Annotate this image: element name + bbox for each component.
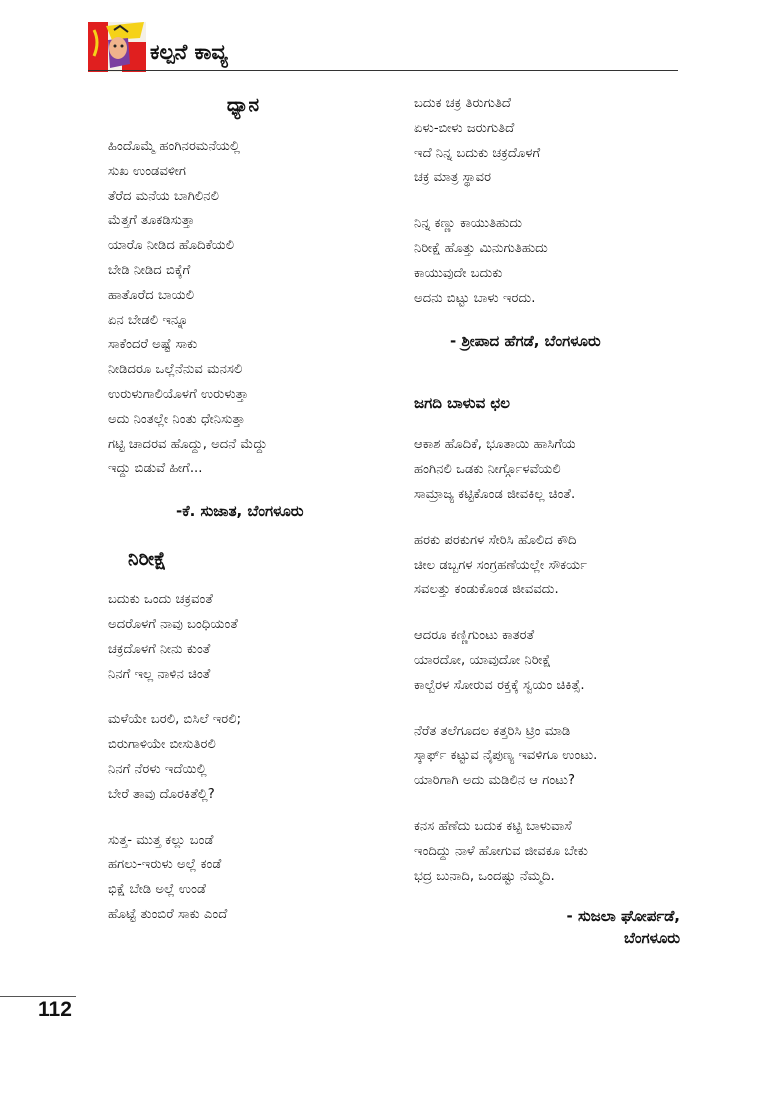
poem-line: ಸಾಕೆಂದರೆ ಅಷ್ಟೆ ಸಾಕು [108, 337, 198, 353]
poem-line: ನಿನಗೆ ನೆರಳು ಇದೆಯಿಲ್ಲಿ [108, 761, 207, 777]
poem-line: ಅದರೊಳಗೆ ನಾವು ಬಂಧಿಯಂತೆ [108, 616, 238, 632]
stanza-gap [414, 508, 694, 529]
poem-line: ಹಾತೊರೆದ ಬಾಯಲಿ [108, 287, 195, 303]
poem-title-jagadi: ಜಗದಿ ಬಾಳುವ ಛಲ [414, 394, 510, 413]
magazine-logo-icon [88, 22, 146, 72]
section-title: ಕಲ್ಪನೆ ಕಾವ್ಯ [150, 40, 228, 64]
poem-line: ಗಟ್ಟಿ ಚಾದರವ ಹೊದ್ದು, ಅದನೆ ಮೆದ್ದು [108, 436, 268, 452]
poem-line: ಆಕಾಶ ಹೊದಿಕೆ, ಭೂತಾಯಿ ಹಾಸಿಗೆಯ [414, 437, 576, 453]
poem-line: ಬೇಡಿ ನೀಡಿದ ಬಿಕ್ಕೆಗೆ [108, 262, 191, 278]
poem-line: ನಿನ್ನ ಕಣ್ಣು ಕಾಯುತಿಹುದು [414, 216, 523, 232]
poem-jagadi-stanza-4 [414, 720, 694, 794]
poem-line: ಬದುಕ ಚಕ್ರ ತಿರುಗುತಿದೆ [414, 96, 511, 111]
poem-line: ಇದೆ ನಿನ್ನ ಬದುಕು ಚಕ್ರದೊಳಗೆ [414, 145, 541, 161]
poem-line: ಹರಕು ಪರಕುಗಳ ಸೇರಿಸಿ ಹೊಲಿದ ಕೌದಿ [414, 532, 577, 548]
poem-nireekshe-stanza-5 [414, 212, 694, 311]
header-divider [88, 70, 678, 71]
poem-line: ನೆರೆತ ತಲೆಗೂದಲ ಕತ್ತರಿಸಿ ಟ್ರಿಂ ಮಾಡಿ [414, 723, 571, 739]
poem-line: ಸ್ಕಾರ್ಫ್ ಕಟ್ಟುವ ನೈಪುಣ್ಯ ಇವಳಿಗೂ ಉಂಟು. [414, 748, 598, 764]
poem-nireekshe-stanza-4 [414, 92, 694, 191]
poem-line: ಹಂಗಿನಲಿ ಒಡಕು ನೀರ್ಗ್ಗೊಳವೆಯಲಿ [414, 462, 561, 478]
poem-line: ನಿರೀಕ್ಷೆ ಹೊತ್ತು ಮಿನುಗುತಿಹುದು [414, 240, 548, 256]
poem-line: ಉರುಳುಗಾಲಿಯೊಳಗೆ ಉರುಳುತ್ತಾ [108, 386, 249, 402]
poem-author-dhyana: -ಕೆ. ಸುಜಾತ, ಬೆಂಗಳೂರು [176, 502, 304, 521]
poem-line: ಮೆತ್ತಗೆ ತೂಕಡಿಸುತ್ತಾ [108, 213, 195, 229]
poem-line: ಚಕ್ರ ಮಾತ್ರ ಸ್ಥಾವರ [414, 170, 492, 186]
poem-jagadi-stanza-2 [414, 529, 694, 603]
poem-line: ನಿನಗೆ ಇಲ್ಲ ನಾಳಿನ ಚಿಂತೆ [108, 666, 211, 682]
poem-line: ಹಗಲು-ಇರುಳು ಅಲ್ಲೆ ಕಂಡೆ [108, 857, 222, 873]
stanza-gap [414, 603, 694, 624]
poem-line: ಅದನು ಬಿಟ್ಟು ಬಾಳು ಇರದು. [414, 290, 536, 306]
poem-line: ಹೊಟ್ಟೆ ತುಂಬಿರೆ ಸಾಕು ಎಂದೆ [108, 906, 228, 922]
stanza-gap [414, 794, 694, 815]
poem-jagadi-stanza-1 [414, 433, 694, 507]
poem-title-nireekshe: ನಿರೀಕ್ಷೆ [128, 548, 167, 571]
poem-line: ಏಳು-ಬೀಳು ಜರುಗುತಿದೆ [414, 120, 515, 136]
poem-line: ಕಾಲ್ಬೆರಳ ಸೋರುವ ರಕ್ತಕ್ಕೆ ಸ್ವಯಂ ಚಿಕಿತ್ಸೆ. [414, 677, 585, 693]
poem-author-jagadi: - ಸುಜಲಾ ಘೋರ್ಪಡೆ, [566, 907, 680, 926]
poem-line: ಇದ್ದು ಬಿಡುವೆ ಹೀಗೆ... [108, 461, 203, 477]
poem-line: ಬದುಕು ಒಂದು ಚಕ್ರವಂತೆ [108, 592, 213, 608]
poem-line: ಚಕ್ರದೊಳಗೆ ನೀನು ಕುಂತೆ [108, 641, 211, 657]
poem-nireekshe-stanza-1 [108, 588, 378, 687]
poem-line: ನೀಡಿದರೂ ಒಲ್ಲೆನೆನುವ ಮನಸಲಿ [108, 362, 243, 378]
right-column [414, 92, 694, 947]
poem-nireekshe-stanza-2 [108, 708, 378, 807]
poem-title-dhyana: ಧ್ಯಾನ [226, 94, 260, 116]
poem-dhyana-body [108, 135, 378, 482]
poem-line: ತೆರೆದ ಮನೆಯ ಬಾಗಿಲಿನಲಿ [108, 188, 220, 204]
poem-line: ಯಾರೊ ನೀಡಿದ ಹೊದಿಕೆಯಲಿ [108, 238, 235, 254]
poem-line: ಮಳೆಯೇ ಬರಲಿ, ಬಿಸಿಲೆ ಇರಲಿ; [108, 712, 242, 728]
footer-divider [0, 996, 76, 997]
stanza-gap [414, 699, 694, 720]
left-column [108, 90, 378, 928]
poem-line: ಭಿಕ್ಷೆ ಬೇಡಿ ಅಲ್ಲೆ ಉಂಡೆ [108, 882, 206, 898]
poem-line: ಸುತ್ತ- ಮುತ್ತ ಕಲ್ಲು ಬಂಡೆ [108, 832, 214, 848]
poem-line: ಕನಸ ಹೆಣೆದು ಬದುಕ ಕಟ್ಟಿ ಬಾಳುವಾಸೆ [414, 818, 572, 834]
poem-nireekshe-stanza-3 [108, 829, 378, 928]
poem-line: ಕಾಯುವುದೇ ಬದುಕು [414, 265, 503, 281]
stanza-gap [414, 191, 694, 212]
poem-line: ಬಿರುಗಾಳಿಯೇ ಬೀಸುತಿರಲಿ [108, 737, 216, 753]
poem-line: ಸುಖ ಉಂಡವಳೀಗ [108, 163, 187, 179]
poem-line: ಯಾರಿಗಾಗಿ ಅದು ಮಡಿಲಿನ ಆ ಗಂಟು? [414, 773, 575, 789]
poem-line: ಏನ ಬೇಡಲಿ ಇನ್ನೂ [108, 312, 189, 328]
poem-line: ಚೀಲ ಡಬ್ಬಗಳ ಸಂಗ್ರಹಣೆಯಲ್ಲೇ ಸೌಕರ್ಯ [414, 557, 588, 573]
poem-jagadi-stanza-5 [414, 815, 694, 889]
poem-author-nireekshe: - ಶ್ರೀಪಾದ ಹೆಗಡೆ, ಬೆಂಗಳೂರು [450, 332, 601, 351]
poem-line: ಹಿಂದೊಮ್ಮೆ ಹಂಗಿನರಮನೆಯಲ್ಲಿ [108, 139, 240, 154]
poem-line: ಸಾಮ್ರಾಜ್ಯ ಕಟ್ಟಿಕೊಂಡ ಜೀವಕಿಲ್ಲ ಚಿಂತೆ. [414, 486, 576, 502]
poem-jagadi-stanza-3 [414, 624, 694, 698]
poem-line: ಆದರೂ ಕಣ್ಣಿಗುಂಟು ಕಾತರತೆ [414, 628, 535, 644]
page-number: 112 [38, 998, 72, 1021]
stanza-gap [108, 808, 378, 829]
poem-line: ಅದು ನಿಂತಲ್ಲೇ ನಿಂತು ಧೇನಿಸುತ್ತಾ [108, 411, 246, 427]
poem-line: ಯಾರದೋ, ಯಾವುದೋ ನಿರೀಕ್ಷೆ [414, 652, 551, 668]
poem-author-jagadi-city: ಬೆಂಗಳೂರು [623, 929, 680, 948]
poem-line: ಭದ್ರ ಬುನಾದಿ, ಒಂದಷ್ಟು ನೆಮ್ಮದಿ. [414, 868, 555, 884]
stanza-gap [108, 687, 378, 708]
poem-line: ಬೇರೆ ತಾವು ದೊರಕಿತೆಲ್ಲಿ? [108, 786, 215, 802]
poem-line: ಸವಲತ್ತು ಕಂಡುಕೊಂಡ ಜೀವವದು. [414, 582, 559, 598]
poem-line: ಇಂದಿದ್ದು ನಾಳೆ ಹೋಗುವ ಜೀವಕೂ ಬೇಕು [414, 843, 588, 859]
